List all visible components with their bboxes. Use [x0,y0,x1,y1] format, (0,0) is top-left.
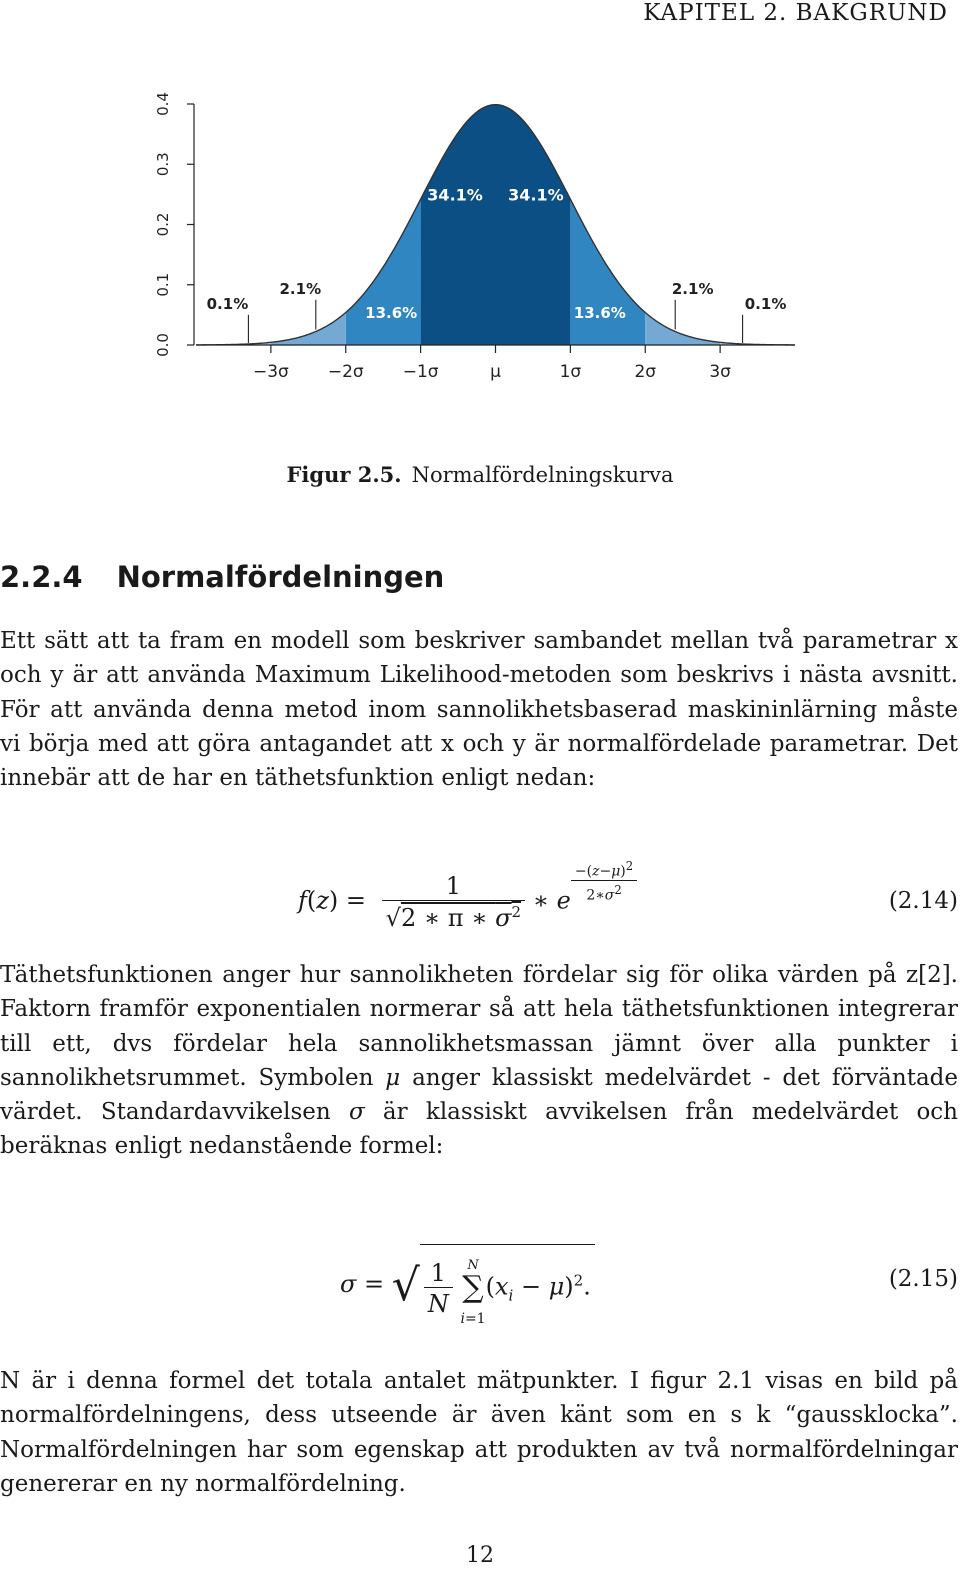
band-0 [421,105,496,345]
equation-number-2-15: (2.15) [888,1266,958,1292]
chart-bands [196,105,795,345]
band-label: 13.6% [365,303,418,322]
band-label: 2.1% [279,279,322,298]
band-label: 0.1% [206,294,249,313]
band-label: 13.6% [573,303,626,322]
figure-title: Normalfördelningskurva [411,463,674,487]
band-label: 34.1% [427,185,483,205]
x-tick-label: −2σ [327,362,364,382]
y-tick-label: 0.1 [154,272,172,297]
paragraph-intro: Ett sätt att ta fram en modell som beskriver sambandet mellan två parametrar x och y är att använda Maximum Likelihood-metoden som beskrivs i nästa avsnitt. För att använda denna metod inom sannolikhetsbaserad maskininlärning måste vi börja med att göra antagandet att x och y är normalfördelade parametrar. Det innebär att de har en täthetsfunktion enligt nedan: [0,628,958,792]
x-tick-label: −1σ [402,362,439,382]
y-tick-label: 0.3 [154,152,172,177]
page-number: 12 [466,1543,494,1568]
normal-distribution-chart [150,88,810,408]
x-tick-label: 2σ [634,362,657,382]
section-number: 2.2.4 [0,560,83,594]
figure-caption [0,462,960,487]
y-tick-label: 0.4 [154,92,172,116]
band-label: 0.1% [744,294,787,313]
band-label: 34.1% [508,185,564,205]
band-1 [496,105,571,345]
band-5 [645,312,720,345]
section-heading [0,560,444,594]
y-tick-label: 0.2 [154,212,172,237]
x-tick-label: 1σ [559,362,582,382]
y-tick-label: 0.0 [154,333,172,357]
section-title: Normalfördelningen [116,560,445,594]
paragraph-density-explanation: Täthetsfunktionen anger hur sannolikheten fördelar sig för olika värden på z[2]. Faktorn framför exponentialen normerar så att hela täthetsfunktionen integrerar till ett, dvs fördelar hela sannolikhetsmassan jämnt över alla punkter i sannolikhetsrummet. Symbolen μ anger klassiskt medelvärdet - det förväntade värdet. Standardavvikelsen σ är klassiskt avvikelsen från medelvärdet och beräknas enligt nedanstående formel: [0,962,958,1160]
equation-number-2-14: (2.14) [888,888,958,914]
paragraph-conclusion: N är i denna formel det totala antalet mätpunkter. I figur 2.1 visas en bild på normalfördelningens, dess utseende är även känt som en s k “gaussklocka”. Normalfördelningen har som egenskap att produkten av två normalfördelningar genererar en ny normalfördelning. [0,1368,958,1497]
running-header: KAPITEL 2. BAKGRUND [643,0,948,26]
band-4 [271,312,346,345]
x-tick-label: 3σ [709,362,731,382]
x-tick-label: μ [490,362,501,382]
figure-label: Figur 2.5. [286,462,402,487]
x-tick-label: −3σ [252,362,289,382]
band-label: 2.1% [671,279,714,298]
